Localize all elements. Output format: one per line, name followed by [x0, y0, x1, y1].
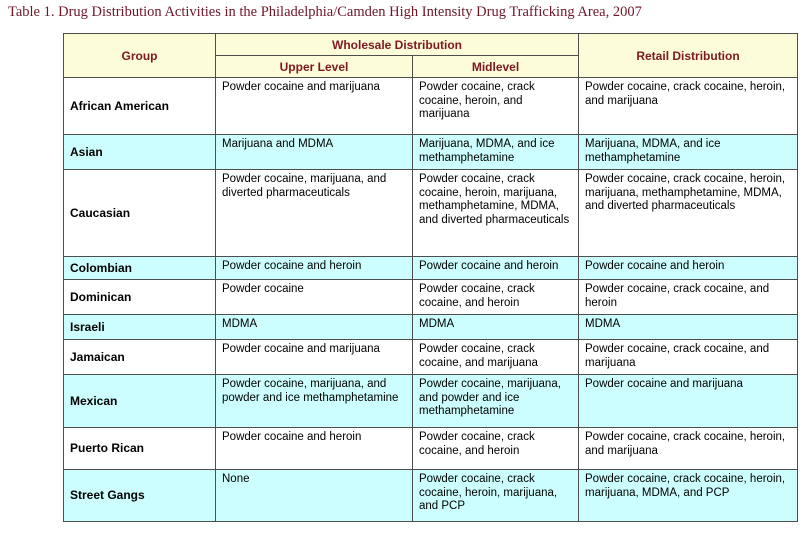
header-upper-level: Upper Level [216, 56, 413, 78]
midlevel-cell: MDMA [413, 315, 579, 340]
group-cell: Street Gangs [64, 470, 216, 522]
retail-cell: Marijuana, MDMA, and ice methamphetamine [579, 135, 798, 170]
upper-level-cell: Powder cocaine, marijuana, and powder and ice methamphetamine [216, 375, 413, 428]
table-row [64, 170, 798, 257]
upper-level-cell: Powder cocaine and heroin [216, 428, 413, 470]
group-cell: Mexican [64, 375, 216, 428]
retail-cell: Powder cocaine, crack cocaine, and marijuana [579, 340, 798, 375]
group-cell: Puerto Rican [64, 428, 216, 470]
header-retail-distribution: Retail Distribution [579, 34, 798, 78]
upper-level-cell: None [216, 470, 413, 522]
header-wholesale-distribution: Wholesale Distribution [216, 34, 579, 56]
group-cell: Jamaican [64, 340, 216, 375]
group-cell: Colombian [64, 257, 216, 280]
midlevel-cell: Powder cocaine, crack cocaine, heroin, marijuana, methamphetamine, MDMA, and diverted pharmaceuticals [413, 170, 579, 257]
retail-cell: Powder cocaine, crack cocaine, and heroin [579, 280, 798, 315]
midlevel-cell: Marijuana, MDMA, and ice methamphetamine [413, 135, 579, 170]
table-row [64, 375, 798, 428]
table-body [64, 78, 798, 522]
table-row [64, 257, 798, 280]
retail-cell: Powder cocaine and marijuana [579, 375, 798, 428]
upper-level-cell: Powder cocaine and marijuana [216, 78, 413, 135]
upper-level-cell: Powder cocaine and heroin [216, 257, 413, 280]
group-cell: Caucasian [64, 170, 216, 257]
table-row [64, 78, 798, 135]
retail-cell: Powder cocaine, crack cocaine, heroin, and marijuana [579, 428, 798, 470]
table-title: Table 1. Drug Distribution Activities in the Philadelphia/Camden High Intensity Drug Trafficking Area, 2007 [8, 4, 642, 20]
table-row [64, 470, 798, 522]
retail-cell: Powder cocaine and heroin [579, 257, 798, 280]
retail-cell: Powder cocaine, crack cocaine, heroin, and marijuana [579, 78, 798, 135]
upper-level-cell: Powder cocaine and marijuana [216, 340, 413, 375]
midlevel-cell: Powder cocaine, crack cocaine, and heroin [413, 428, 579, 470]
midlevel-cell: Powder cocaine and heroin [413, 257, 579, 280]
table-row [64, 315, 798, 340]
midlevel-cell: Powder cocaine, marijuana, and powder and ice methamphetamine [413, 375, 579, 428]
table-row [64, 340, 798, 375]
midlevel-cell: Powder cocaine, crack cocaine, and heroin [413, 280, 579, 315]
retail-cell: MDMA [579, 315, 798, 340]
table-row [64, 428, 798, 470]
group-cell: African American [64, 78, 216, 135]
header-group: Group [64, 34, 216, 78]
upper-level-cell: Powder cocaine, marijuana, and diverted pharmaceuticals [216, 170, 413, 257]
header-midlevel: Midlevel [413, 56, 579, 78]
upper-level-cell: Marijuana and MDMA [216, 135, 413, 170]
midlevel-cell: Powder cocaine, crack cocaine, heroin, and marijuana [413, 78, 579, 135]
table-row [64, 280, 798, 315]
group-cell: Israeli [64, 315, 216, 340]
header-row-top [64, 34, 798, 56]
upper-level-cell: MDMA [216, 315, 413, 340]
drug-distribution-table [63, 33, 798, 522]
midlevel-cell: Powder cocaine, crack cocaine, and marijuana [413, 340, 579, 375]
table-header [64, 34, 798, 78]
group-cell: Dominican [64, 280, 216, 315]
upper-level-cell: Powder cocaine [216, 280, 413, 315]
retail-cell: Powder cocaine, crack cocaine, heroin, marijuana, methamphetamine, MDMA, and diverted pharmaceuticals [579, 170, 798, 257]
retail-cell: Powder cocaine, crack cocaine, heroin, marijuana, MDMA, and PCP [579, 470, 798, 522]
midlevel-cell: Powder cocaine, crack cocaine, heroin, marijuana, and PCP [413, 470, 579, 522]
group-cell: Asian [64, 135, 216, 170]
table-row [64, 135, 798, 170]
